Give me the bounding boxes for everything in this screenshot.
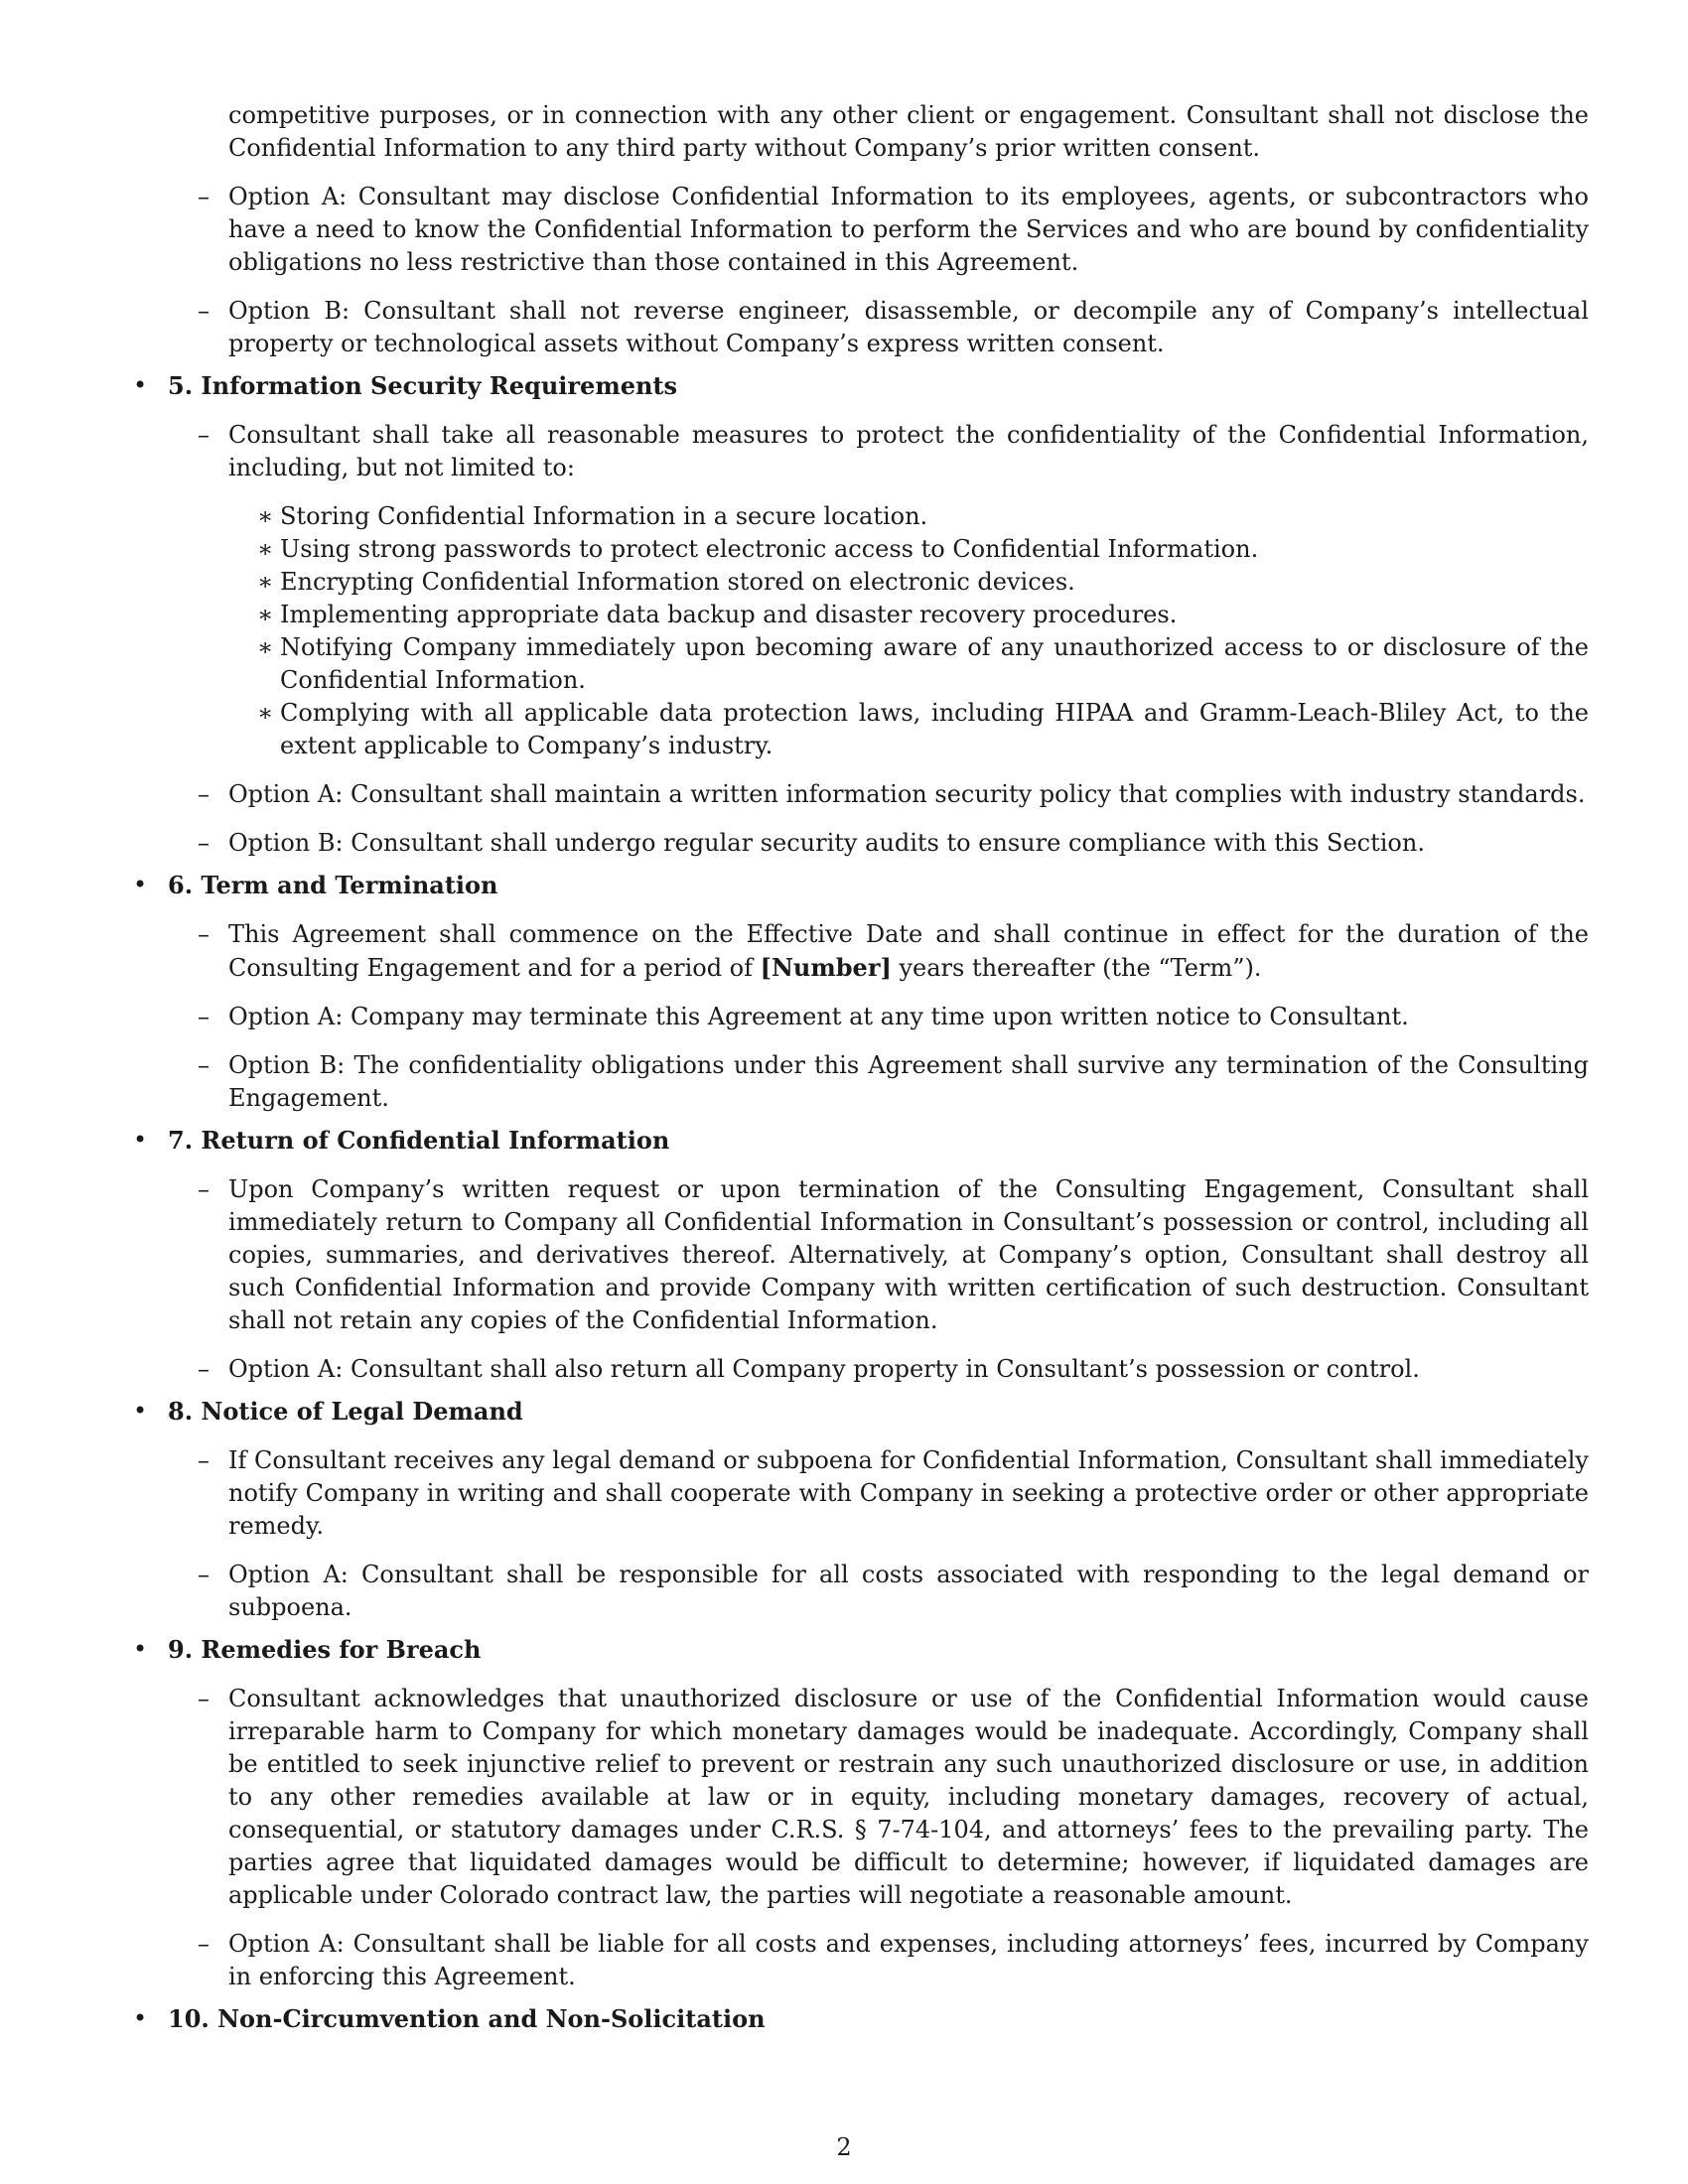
sub-item-text: Using strong passwords to protect electronic access to Confidential Information. xyxy=(280,535,1259,563)
bullet-marker: • xyxy=(133,871,148,898)
sub-item-text: Encrypting Confidential Information stored on electronic devices. xyxy=(280,568,1075,596)
placeholder-number: [Number] xyxy=(760,953,892,982)
item-text: Option A: Consultant shall be liable for all costs and expenses, including attorneys’ fees, incurred by Company in enforcing this Agreement. xyxy=(228,1930,1589,1990)
section-items xyxy=(168,1444,1589,1624)
item-text: Consultant shall take all reasonable measures to protect the confidentiality of the Confidential Information, including, but not limited to: xyxy=(228,421,1589,481)
dash-marker: – xyxy=(198,829,210,857)
item-text: Option A: Company may terminate this Agreement at any time upon written notice to Consultant. xyxy=(228,1003,1409,1030)
asterisk-marker: ∗ xyxy=(257,601,274,628)
bullet-marker: • xyxy=(133,1635,148,1663)
bullet-marker: • xyxy=(133,1126,148,1154)
list-item xyxy=(168,1173,1589,1337)
sub-list-item xyxy=(228,566,1589,599)
section-items xyxy=(168,1683,1589,1993)
asterisk-marker: ∗ xyxy=(257,535,274,563)
list-item xyxy=(168,918,1589,985)
dash-marker: – xyxy=(198,1003,210,1030)
asterisk-marker: ∗ xyxy=(257,502,274,530)
dash-marker: – xyxy=(198,1175,210,1203)
item-text: Option A: Consultant shall also return all Company property in Consultant’s possession or control. xyxy=(228,1355,1420,1383)
section-heading: 9. Remedies for Breach xyxy=(168,1635,482,1664)
dash-marker: – xyxy=(198,1355,210,1383)
list-item xyxy=(168,1928,1589,1993)
asterisk-marker: ∗ xyxy=(257,633,274,661)
item-text: Option A: Consultant shall maintain a written information security policy that complies with industry standards. xyxy=(228,780,1586,808)
dash-marker: – xyxy=(198,183,210,210)
list-item xyxy=(168,1001,1589,1033)
item-text: This Agreement shall commence on the Effective Date and shall continue in effect for the duration of the Consulting Engagement and for a period of xyxy=(228,920,1589,982)
dash-marker: – xyxy=(198,297,210,325)
item-text: If Consultant receives any legal demand or subpoena for Confidential Information, Consultant shall immediately notify Company in writing and shall cooperate with Company in seeking a protective order or other appropriate remedy. xyxy=(228,1446,1589,1540)
option-text: Option A: Consultant may disclose Confidential Information to its employees, agents, or subcontractors who have a need to know the Confidential Information to perform the Services and who are bound by confidentiality obligations no less restrictive than those contained in this Agreement. xyxy=(228,183,1589,276)
section-8 xyxy=(133,1395,1589,1624)
bullet-marker: • xyxy=(133,371,148,399)
list-item xyxy=(168,1559,1589,1624)
sub-list-item xyxy=(228,631,1589,697)
sub-item-text: Storing Confidential Information in a secure location. xyxy=(280,502,928,530)
section-heading: 6. Term and Termination xyxy=(168,871,498,899)
list-item xyxy=(168,1683,1589,1912)
item-text: Option A: Consultant shall be responsible for all costs associated with responding to the legal demand or subpoena. xyxy=(228,1561,1589,1621)
dash-marker: – xyxy=(198,1051,210,1079)
section-7 xyxy=(133,1124,1589,1386)
dash-marker: – xyxy=(198,1685,210,1712)
section-items xyxy=(168,419,1589,860)
bullet-marker: • xyxy=(133,2004,148,2032)
dash-marker: – xyxy=(198,920,210,948)
section-items xyxy=(168,1173,1589,1386)
option-text: Option B: Consultant shall not reverse engineer, disassemble, or decompile any of Company’s intellectual property or technological assets without Company’s express written consent. xyxy=(228,297,1589,357)
list-item xyxy=(168,1444,1589,1543)
list-item xyxy=(168,419,1589,762)
sections-list xyxy=(133,369,1589,2036)
sub-item-text: Complying with all applicable data protection laws, including HIPAA and Gramm-Leach-Bliley Act, to the extent applicable to Company’s industry. xyxy=(280,699,1589,759)
section-5 xyxy=(133,369,1589,860)
bullet-marker: • xyxy=(133,1397,148,1425)
page-number: 2 xyxy=(836,2133,852,2161)
sub-item-text: Implementing appropriate data backup and disaster recovery procedures. xyxy=(280,601,1178,628)
list-item xyxy=(168,295,1589,360)
dash-marker: – xyxy=(198,421,210,449)
item-text: Option B: The confidentiality obligations under this Agreement shall survive any termination of the Consulting Engagement. xyxy=(228,1051,1589,1112)
sub-list-item xyxy=(228,500,1589,533)
list-item xyxy=(168,181,1589,279)
section-heading: 7. Return of Confidential Information xyxy=(168,1126,670,1155)
dash-marker: – xyxy=(198,780,210,808)
carryover-options xyxy=(168,181,1589,360)
asterisk-marker: ∗ xyxy=(257,568,274,596)
section-items xyxy=(168,918,1589,1115)
sub-list-item xyxy=(228,533,1589,566)
item-text: Consultant acknowledges that unauthorized disclosure or use of the Confidential Information would cause irreparable harm to Company for which monetary damages would be inadequate. Accordingly, Company shall be entitled to seek injunctive relief to prevent or restrain any such unauthorized disclosure or use, in addition to any other remedies available at law or in equity, including monetary damages, recovery of actual, consequential, or statutory damages under C.R.S. § 7-74-104, and attorneys’ fees to the prevailing party. The parties agree that liquidated damages would be difficult to determine; however, if liquidated damages are applicable under Colorado contract law, the parties will negotiate a reasonable amount. xyxy=(228,1685,1589,1909)
section-heading: 8. Notice of Legal Demand xyxy=(168,1397,523,1426)
dash-marker: – xyxy=(198,1446,210,1474)
item-text: Upon Company’s written request or upon termination of the Consulting Engagement, Consultant shall immediately return to Company all Confidential Information in Consultant’s possession or control, including all copies, summaries, and derivatives thereof. Alternatively, at Company’s option, Consultant shall destroy all such Confidential Information and provide Company with written certification of such destruction. Consultant shall not retain any copies of the Confidential Information. xyxy=(228,1175,1589,1334)
section-9 xyxy=(133,1633,1589,1993)
page-body xyxy=(133,99,1589,2036)
sub-item-text: Notifying Company immediately upon becoming aware of any unauthorized access to or disclosure of the Confidential Information. xyxy=(280,633,1589,694)
dash-marker: – xyxy=(198,1561,210,1588)
list-item xyxy=(168,827,1589,860)
item-text: Option B: Consultant shall undergo regular security audits to ensure compliance with this Section. xyxy=(228,829,1425,857)
section-10 xyxy=(133,2002,1589,2036)
section-6 xyxy=(133,869,1589,1115)
dash-marker: – xyxy=(198,1930,210,1958)
sub-list-item xyxy=(228,599,1589,631)
carryover-paragraph: competitive purposes, or in connection with any other client or engagement. Consultant shall not disclose the Confidential Information to any third party without Company’s prior written consent. xyxy=(228,101,1589,162)
asterisk-marker: ∗ xyxy=(257,699,274,727)
sub-list-item xyxy=(228,697,1589,762)
section-heading: 5. Information Security Requirements xyxy=(168,371,678,400)
list-item xyxy=(168,1049,1589,1115)
item-text: years thereafter (the “Term”). xyxy=(891,954,1262,982)
sub-list xyxy=(228,500,1589,762)
list-item xyxy=(168,778,1589,811)
section-heading: 10. Non-Circumvention and Non-Solicitation xyxy=(168,2004,766,2033)
list-item xyxy=(168,1353,1589,1386)
